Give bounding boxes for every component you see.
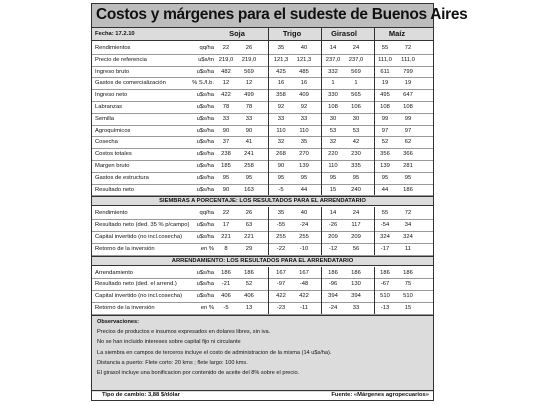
row-unit: en %	[200, 305, 214, 311]
row-label: Cosecha	[95, 139, 118, 146]
row-value: 95	[404, 174, 412, 181]
row-label: Semilla	[95, 115, 115, 122]
row-value: 12	[245, 80, 253, 87]
row-value: 30	[352, 115, 360, 122]
row-value: 35	[277, 210, 285, 217]
row-value: 167	[299, 269, 309, 276]
row-value: 139	[380, 163, 390, 169]
row-label: Retorno de la inversión	[95, 245, 155, 252]
row-value: 111,0	[378, 56, 392, 63]
row-divider	[92, 265, 433, 266]
row-value: 30	[329, 115, 337, 122]
row-value: 409	[299, 92, 309, 99]
row-unit: % S./I.b.	[192, 80, 214, 87]
row-value: 19	[381, 80, 389, 87]
row-value: 358	[276, 92, 286, 99]
row-value: 110	[276, 127, 286, 134]
row-label: Gastos de comercialización	[95, 80, 166, 87]
row-value: 281	[403, 163, 413, 169]
row-unit: u$s/ha	[196, 293, 214, 300]
row-value: 22	[222, 45, 230, 51]
row-value: 130	[351, 281, 361, 288]
row-value: 90	[222, 186, 230, 193]
row-value: 425	[276, 68, 286, 75]
row-value: 8	[224, 245, 228, 252]
row-value: 121,3	[273, 56, 289, 63]
row-value: 90	[245, 127, 253, 134]
row-divider	[92, 148, 433, 149]
crop-header-0: Soja	[229, 29, 245, 38]
row-value: 406	[244, 293, 254, 300]
column-divider	[321, 28, 322, 195]
row-value: 44	[300, 186, 308, 193]
column-divider	[268, 207, 269, 254]
row-unit: u$s/ha	[196, 281, 214, 288]
row-value: 163	[244, 186, 254, 193]
row-value: 90	[222, 127, 230, 134]
row-value: 72	[404, 45, 412, 51]
row-unit: u$s/ha	[196, 139, 214, 146]
row-value: 52	[245, 281, 253, 288]
row-divider	[92, 89, 433, 90]
row-value: 19	[404, 80, 412, 87]
observation-line: Distancia a puerto: Flete corto: 20 kms ; flete largo: 100 kms.	[97, 360, 248, 366]
row-value: 92	[277, 104, 285, 110]
row-value: 35	[300, 139, 308, 146]
row-value: 186	[244, 269, 254, 276]
row-value: 186	[328, 269, 338, 276]
row-label: Rendimientos	[95, 45, 131, 51]
row-value: 32	[277, 139, 285, 146]
row-divider	[92, 77, 433, 78]
row-value: 97	[404, 127, 412, 134]
row-value: -97	[276, 281, 286, 288]
row-value: 237,0	[325, 56, 341, 63]
row-value: -12	[328, 245, 338, 252]
row-value: 33	[222, 115, 230, 122]
row-value: -96	[328, 281, 338, 288]
row-value: 14	[329, 45, 337, 51]
row-value: 56	[352, 245, 360, 252]
row-value: 26	[245, 210, 253, 217]
row-value: 108	[328, 104, 338, 110]
row-divider	[92, 54, 433, 55]
row-value: 44	[381, 186, 389, 193]
row-value: 99	[404, 115, 412, 122]
row-value: 11	[404, 245, 412, 252]
row-value: 139	[299, 163, 309, 169]
row-value: -23	[276, 305, 286, 311]
row-value: 95	[329, 174, 337, 181]
row-value: 510	[380, 293, 390, 300]
row-value: 422	[299, 293, 309, 300]
row-value: 209	[328, 234, 338, 240]
row-value: 366	[403, 151, 413, 158]
row-unit: qq/ha	[199, 45, 214, 51]
observation-line: No se han incluido intereses sobre capital fijo ni circulante	[97, 339, 241, 346]
row-value: 33	[352, 305, 360, 311]
row-label: Arrendamiento	[95, 269, 134, 276]
row-value: 106	[351, 104, 361, 110]
row-value: 24	[352, 45, 360, 51]
row-value: 95	[300, 174, 308, 181]
row-value: 108	[403, 104, 413, 110]
crop-header-1: Trigo	[282, 29, 302, 38]
row-value: -11	[300, 305, 308, 311]
row-divider	[92, 278, 433, 279]
row-value: 40	[300, 45, 308, 51]
row-value: 185	[221, 163, 231, 169]
row-value: 99	[381, 115, 389, 122]
row-value: 16	[277, 80, 285, 87]
row-value: -26	[328, 222, 338, 229]
row-value: -10	[299, 245, 309, 252]
row-unit: u$s/ha	[196, 92, 214, 99]
row-value: 422	[221, 92, 231, 99]
row-value: 510	[403, 293, 413, 300]
row-label: Ingreso bruto	[95, 68, 130, 75]
row-value: 219,0	[218, 56, 234, 63]
row-unit: u$s/ha	[196, 104, 214, 110]
row-value: 24	[352, 210, 360, 217]
row-value: 255	[276, 234, 286, 240]
row-value: 90	[277, 163, 285, 169]
row-value: 268	[276, 151, 286, 158]
observation-line: El girasol incluye una bonificacion por contenido de aceite del 8% sobre el precio.	[97, 370, 300, 377]
row-label: Precio de referencia	[95, 56, 147, 63]
row-value: 330	[328, 92, 338, 99]
row-label: Margen bruto	[95, 163, 130, 169]
row-value: 186	[403, 269, 413, 276]
row-value: -5	[223, 305, 229, 311]
row-unit: u$s/ha	[196, 127, 214, 134]
row-value: 647	[403, 92, 413, 99]
page-title: Costos y márgenes para el sudeste de Buenos Aires	[96, 6, 468, 23]
row-value: 1	[331, 80, 335, 87]
row-value: 13	[245, 305, 253, 311]
column-divider	[268, 267, 269, 314]
cost-margin-table	[91, 3, 468, 401]
row-value: 72	[404, 210, 412, 217]
row-value: 565	[351, 92, 361, 99]
row-value: 40	[300, 210, 308, 217]
row-value: 332	[328, 68, 338, 75]
row-unit: u$s/ha	[196, 222, 214, 229]
row-value: 33	[245, 115, 253, 122]
row-divider	[92, 205, 433, 206]
column-divider	[374, 28, 375, 195]
row-value: 42	[352, 139, 360, 146]
row-unit: u$s/ha	[196, 68, 214, 75]
row-label: Costos totales	[95, 151, 132, 158]
row-value: 15	[404, 305, 412, 311]
row-value: -24	[328, 305, 338, 311]
row-label: Retorno de la inversión	[95, 305, 155, 311]
row-divider	[92, 302, 433, 303]
row-divider	[92, 125, 433, 126]
row-value: 324	[380, 234, 390, 240]
row-value: 97	[381, 127, 389, 134]
row-value: 14	[329, 210, 337, 217]
row-divider	[92, 243, 433, 244]
row-value: 16	[300, 80, 308, 87]
row-value: 220	[328, 151, 338, 158]
column-divider	[374, 207, 375, 254]
row-value: 33	[277, 115, 285, 122]
row-value: 111,0	[401, 56, 415, 63]
row-value: -17	[380, 245, 390, 252]
row-value: 406	[221, 293, 231, 300]
row-value: 95	[381, 174, 389, 181]
row-value: 110	[299, 127, 309, 134]
row-value: 1	[354, 80, 358, 87]
row-value: -21	[221, 281, 231, 288]
row-value: 78	[222, 104, 230, 110]
row-value: 33	[300, 115, 308, 122]
row-value: 209	[351, 234, 361, 240]
row-value: -5	[278, 186, 284, 193]
row-value: -22	[276, 245, 286, 252]
row-value: 495	[380, 92, 390, 99]
row-unit: u$s/ha	[196, 174, 214, 181]
row-value: 324	[403, 234, 413, 240]
row-value: 78	[245, 104, 253, 110]
row-value: 121,3	[296, 56, 312, 63]
row-value: 241	[244, 151, 254, 158]
row-value: 482	[221, 68, 231, 75]
row-label: Resultado neto (ded. 35 % p/campo)	[95, 222, 190, 229]
row-value: 95	[277, 174, 285, 181]
section-title-siembras: SIEMBRAS A PORCENTAJE: LOS RESULTADOS PARA EL ARRENDATARIO	[159, 198, 366, 205]
row-value: 499	[244, 92, 254, 99]
row-value: 237,0	[348, 56, 364, 63]
row-value: 22	[222, 210, 230, 217]
row-divider	[92, 113, 433, 114]
row-value: 63	[245, 222, 253, 229]
row-value: 35	[277, 45, 285, 51]
row-label: Capital invertido (no incl.cosecha)	[95, 293, 182, 300]
row-value: 569	[351, 68, 361, 75]
row-value: 394	[328, 293, 338, 300]
row-value: 32	[329, 139, 337, 146]
row-label: Gastos de estructura	[95, 174, 149, 181]
row-value: 95	[222, 174, 230, 181]
row-value: 53	[352, 127, 360, 134]
row-value: 270	[299, 151, 309, 158]
row-value: 92	[300, 104, 308, 110]
row-value: -55	[276, 222, 286, 229]
row-value: 186	[221, 269, 231, 276]
row-value: 569	[244, 68, 254, 75]
row-unit: u$s/ha	[196, 186, 214, 193]
row-value: 167	[276, 269, 286, 276]
row-value: -13	[380, 305, 390, 311]
row-value: 238	[221, 151, 231, 158]
column-divider	[374, 267, 375, 314]
row-value: 335	[351, 163, 361, 169]
row-label: Capital invertido (no incl.cosecha)	[95, 234, 182, 240]
row-value: 62	[404, 139, 412, 146]
row-value: 799	[403, 68, 413, 75]
row-value: 219,0	[241, 56, 257, 63]
row-unit: u$s/ha	[196, 115, 214, 122]
row-value: 75	[404, 281, 412, 288]
observation-line: Precios de productos e insumos expresados en dolares libres, sin iva.	[97, 328, 271, 335]
row-value: -67	[380, 281, 390, 288]
row-value: -48	[299, 281, 309, 288]
column-divider	[321, 267, 322, 314]
crop-header-3: Maíz	[388, 29, 406, 38]
row-unit: qq/ha	[199, 210, 214, 217]
row-divider	[92, 66, 433, 67]
row-value: 394	[351, 293, 361, 300]
row-value: 221	[244, 234, 254, 240]
row-value: -24	[299, 222, 309, 229]
row-value: 611	[380, 68, 390, 75]
row-value: 186	[351, 269, 361, 276]
row-value: 255	[299, 234, 309, 240]
row-divider	[92, 136, 433, 137]
row-unit: u$s/tn	[198, 56, 214, 63]
observations-title: Observaciones:	[97, 318, 139, 325]
row-divider	[92, 184, 433, 185]
observation-line: La siembra en campos de terceros incluye el costo de administracion de la misma (14 u$s/ha).	[97, 349, 332, 356]
row-value: 15	[329, 186, 337, 193]
row-value: 41	[245, 139, 253, 146]
source-credit: Fuente: «Márgenes agropecuarios»	[331, 392, 429, 398]
row-value: 55	[381, 210, 389, 217]
date-label: Fecha: 17.2.10	[95, 31, 135, 37]
row-label: Labranzas	[95, 104, 123, 110]
row-value: 34	[404, 222, 412, 229]
row-value: 485	[299, 68, 309, 75]
row-value: 186	[403, 186, 413, 193]
row-value: 258	[244, 163, 254, 169]
row-unit: u$s/ha	[196, 234, 214, 240]
row-divider	[92, 290, 433, 291]
row-value: 55	[381, 45, 389, 51]
row-unit: u$s/ha	[196, 269, 214, 276]
row-value: 37	[222, 139, 230, 146]
row-value: 26	[245, 45, 253, 51]
column-divider	[268, 28, 269, 195]
row-value: 422	[276, 293, 286, 300]
crop-header-2: Girasol	[331, 29, 357, 38]
row-value: 95	[245, 174, 253, 181]
row-value: 240	[351, 186, 361, 193]
row-value: 230	[351, 151, 361, 158]
row-divider	[92, 219, 433, 220]
row-value: 110	[328, 163, 338, 169]
section-title-arrendamiento: ARRENDAMIENTO: LOS RESULTADOS PARA EL ARRENDATARIO	[171, 257, 354, 264]
row-label: Rendimiento	[95, 210, 128, 217]
row-label: Resultado neto	[95, 186, 134, 193]
row-value: 12	[222, 80, 230, 87]
row-value: 221	[221, 234, 231, 240]
row-value: 95	[352, 174, 360, 181]
title-bar	[92, 4, 468, 28]
row-value: 29	[245, 245, 253, 252]
row-divider	[92, 160, 433, 161]
row-value: 356	[380, 151, 390, 158]
row-divider	[92, 40, 433, 41]
row-value: -54	[380, 222, 390, 229]
row-unit: u$s/ha	[196, 163, 214, 169]
row-label: Ingreso neto	[95, 92, 128, 99]
row-divider	[92, 101, 433, 102]
row-label: Agroquímicos	[95, 127, 131, 134]
row-divider	[92, 231, 433, 232]
row-label: Resultado neto (ded. el arrend.)	[95, 281, 177, 288]
exchange-rate: Tipo de cambio: 3,88 $/dólar	[102, 392, 180, 398]
row-value: 53	[329, 127, 337, 134]
row-value: 186	[380, 269, 390, 276]
row-value: 17	[222, 222, 230, 229]
row-unit: en %	[200, 245, 214, 252]
row-value: 117	[351, 222, 361, 229]
row-value: 108	[380, 104, 390, 110]
column-divider	[321, 207, 322, 254]
row-value: 52	[381, 139, 389, 146]
row-divider	[92, 172, 433, 173]
row-unit: u$s/ha	[196, 151, 214, 158]
